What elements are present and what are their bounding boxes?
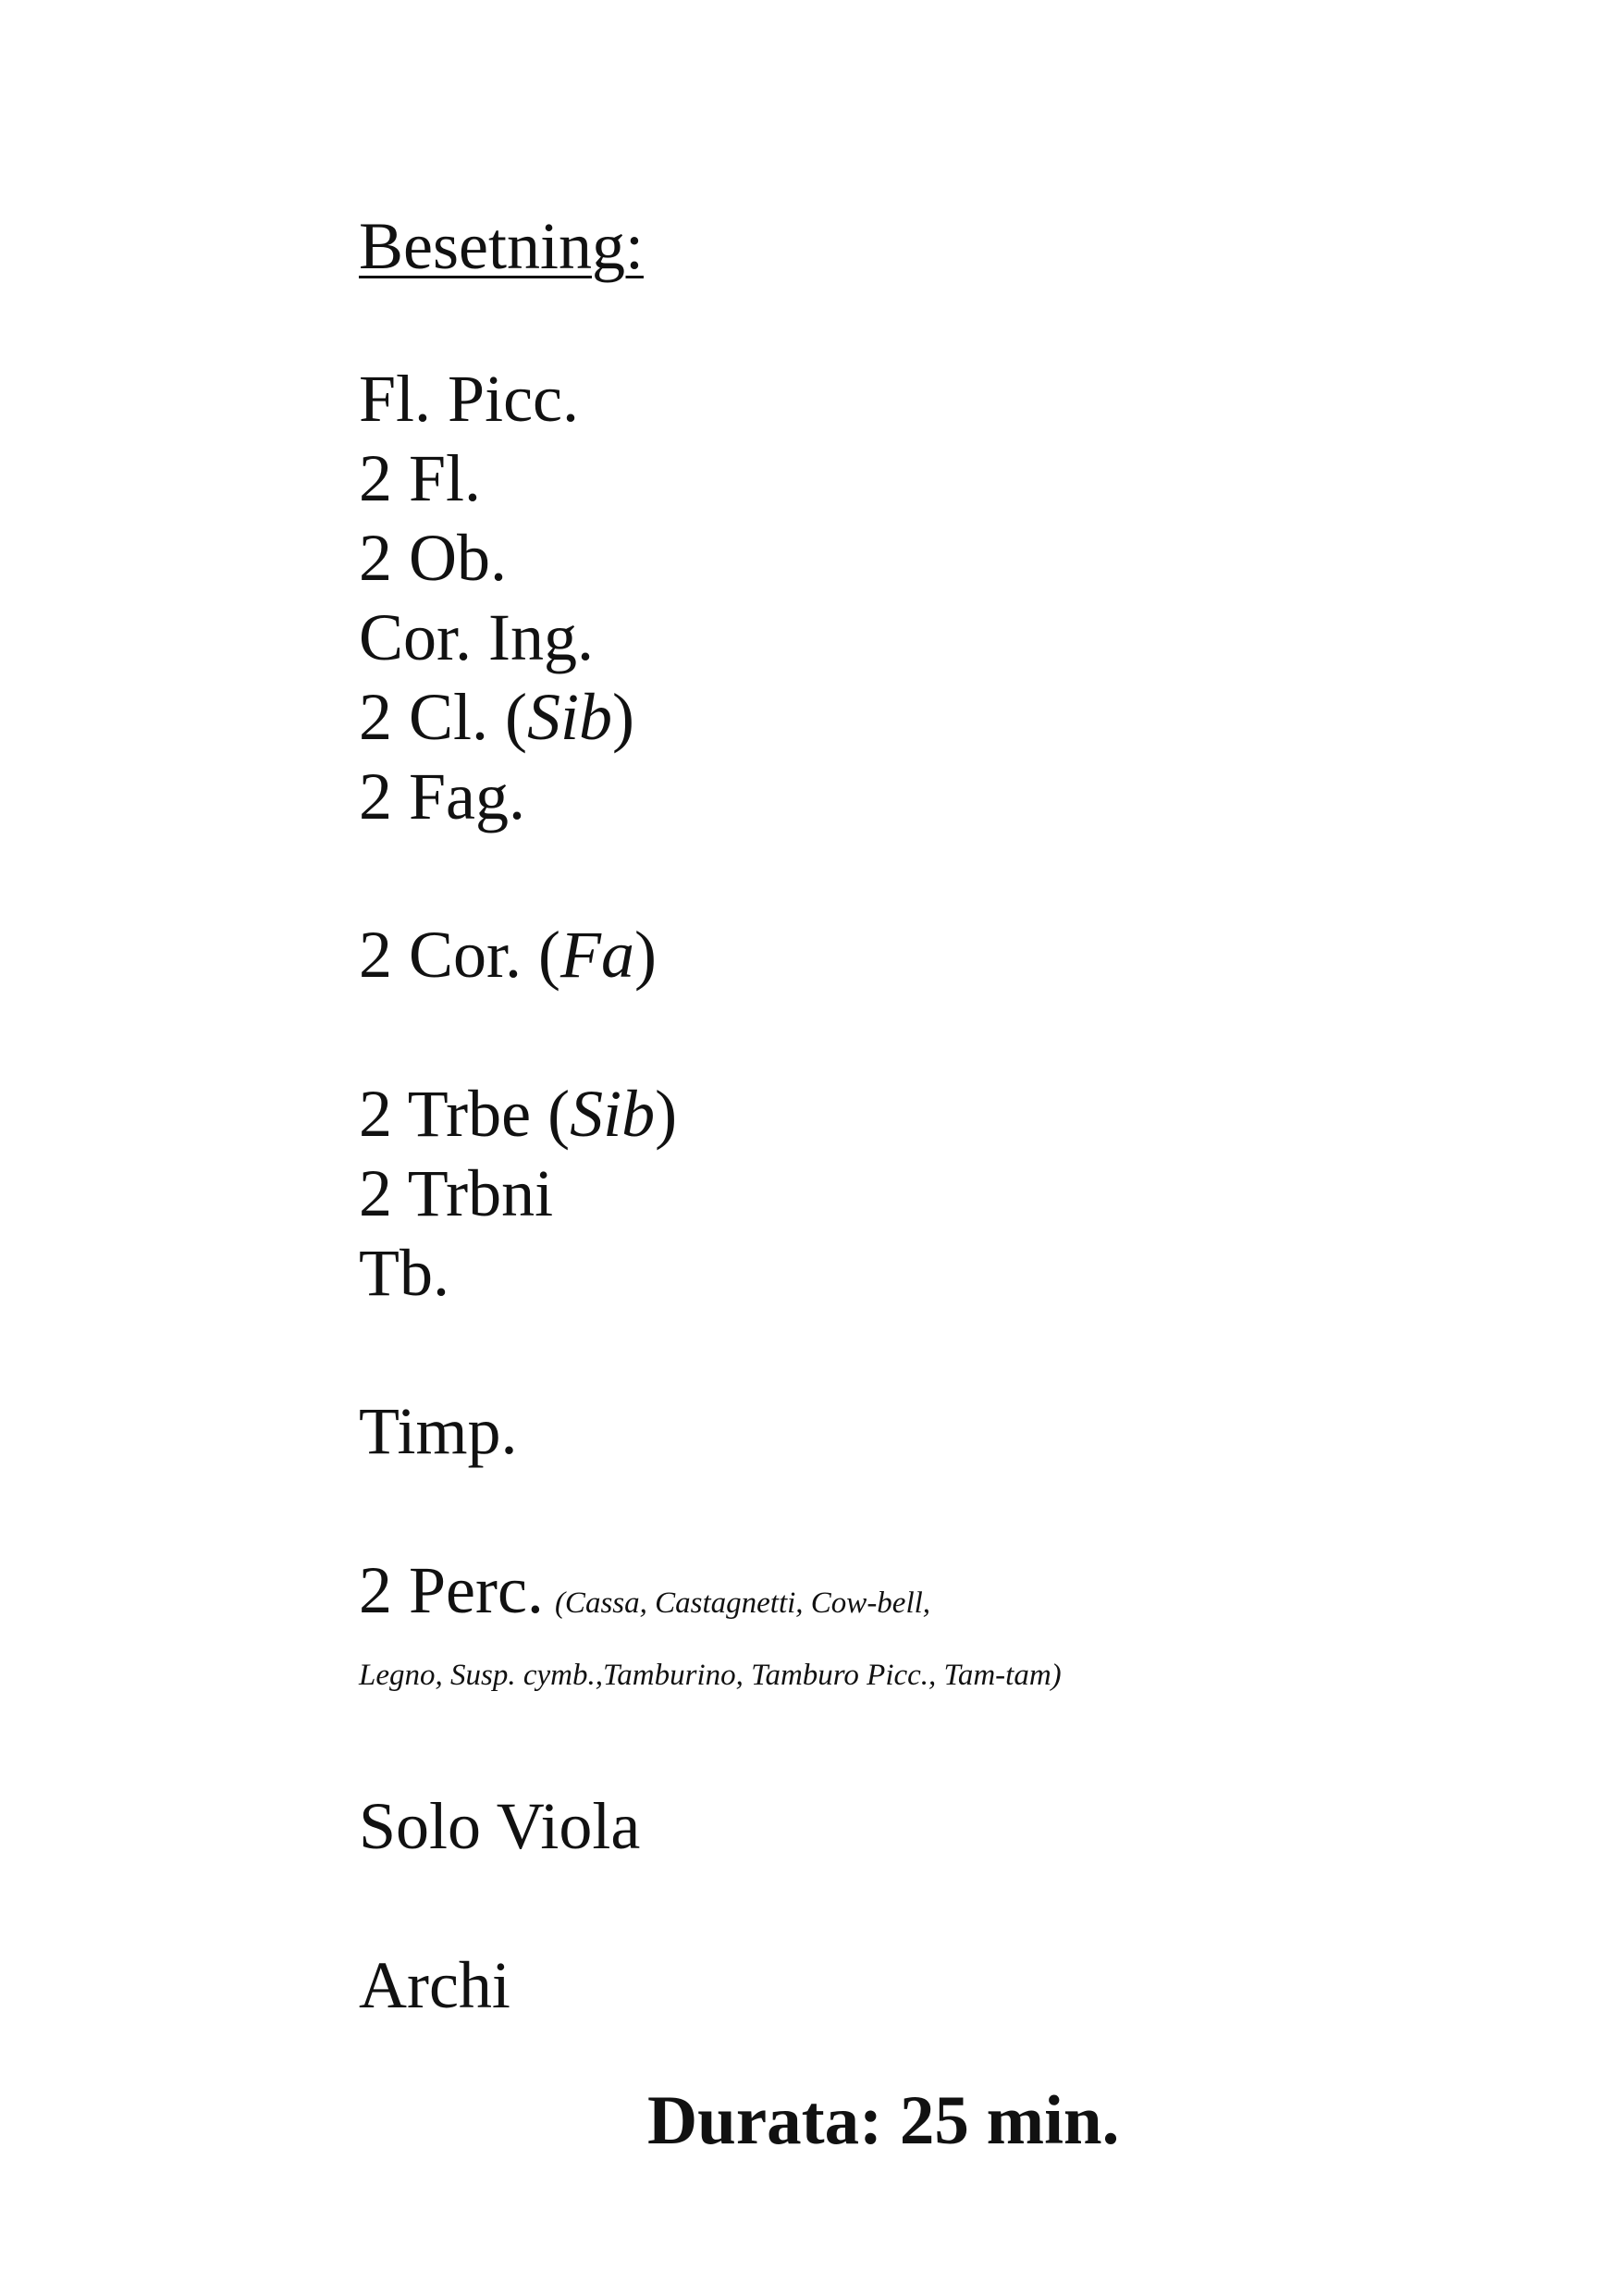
percussion-note-line2: Legno, Susp. cymb.,Tamburino, Tamburo Picc., Tam-tam) [359,1659,1062,1692]
instrument-text-close: ) [634,918,657,992]
instrument-text: 2 Trbe ( [359,1077,571,1151]
instrument-line-trumpets [359,1077,678,1151]
instrument-line-flutes [359,441,482,515]
instrument-text: 2 Fl. [359,441,482,515]
instrument-text: 2 Fag. [359,759,525,833]
instrument-text: Timp. [359,1394,518,1468]
instrument-key: Sib [570,1077,656,1151]
instrument-text: 2 Cl. ( [359,680,528,754]
instrument-text: Archi [359,1948,510,2022]
instrument-line-clarinets [359,680,635,754]
instrument-text: 2 Trbni [359,1156,554,1230]
instrument-text-close: ) [612,680,635,754]
instrument-line-trombones [359,1156,554,1230]
instrument-key: Sib [527,680,613,754]
instrument-line-tuba [359,1236,449,1310]
instrument-text: 2 Cor. ( [359,918,561,992]
instrument-line-solo-viola [359,1789,641,1863]
instrument-line-oboes [359,521,507,595]
instrument-key: Fa [560,918,634,992]
duration-text: Durata: 25 min. [647,2082,1120,2159]
instrument-line-timpani [359,1394,518,1468]
percussion-label: 2 Perc. [359,1553,544,1627]
instrument-line-percussion [359,1553,931,1627]
instrument-text: Fl. Picc. [359,362,580,436]
instrument-text: Solo Viola [359,1789,641,1863]
instrument-text: Cor. Ing. [359,600,595,674]
instrument-line-piccolo [359,362,580,436]
instrument-line-bassoons [359,759,525,833]
instrumentation-heading: Besetning: [359,209,644,283]
instrument-text: Tb. [359,1236,449,1310]
instrument-line-horns [359,918,657,992]
instrument-line-cor-anglais [359,600,595,674]
instrument-line-strings [359,1948,510,2022]
instrument-text: 2 Ob. [359,521,507,595]
percussion-note-line1: (Cassa, Castagnetti, Cow-bell, [554,1586,931,1620]
instrument-text-close: ) [655,1077,678,1151]
